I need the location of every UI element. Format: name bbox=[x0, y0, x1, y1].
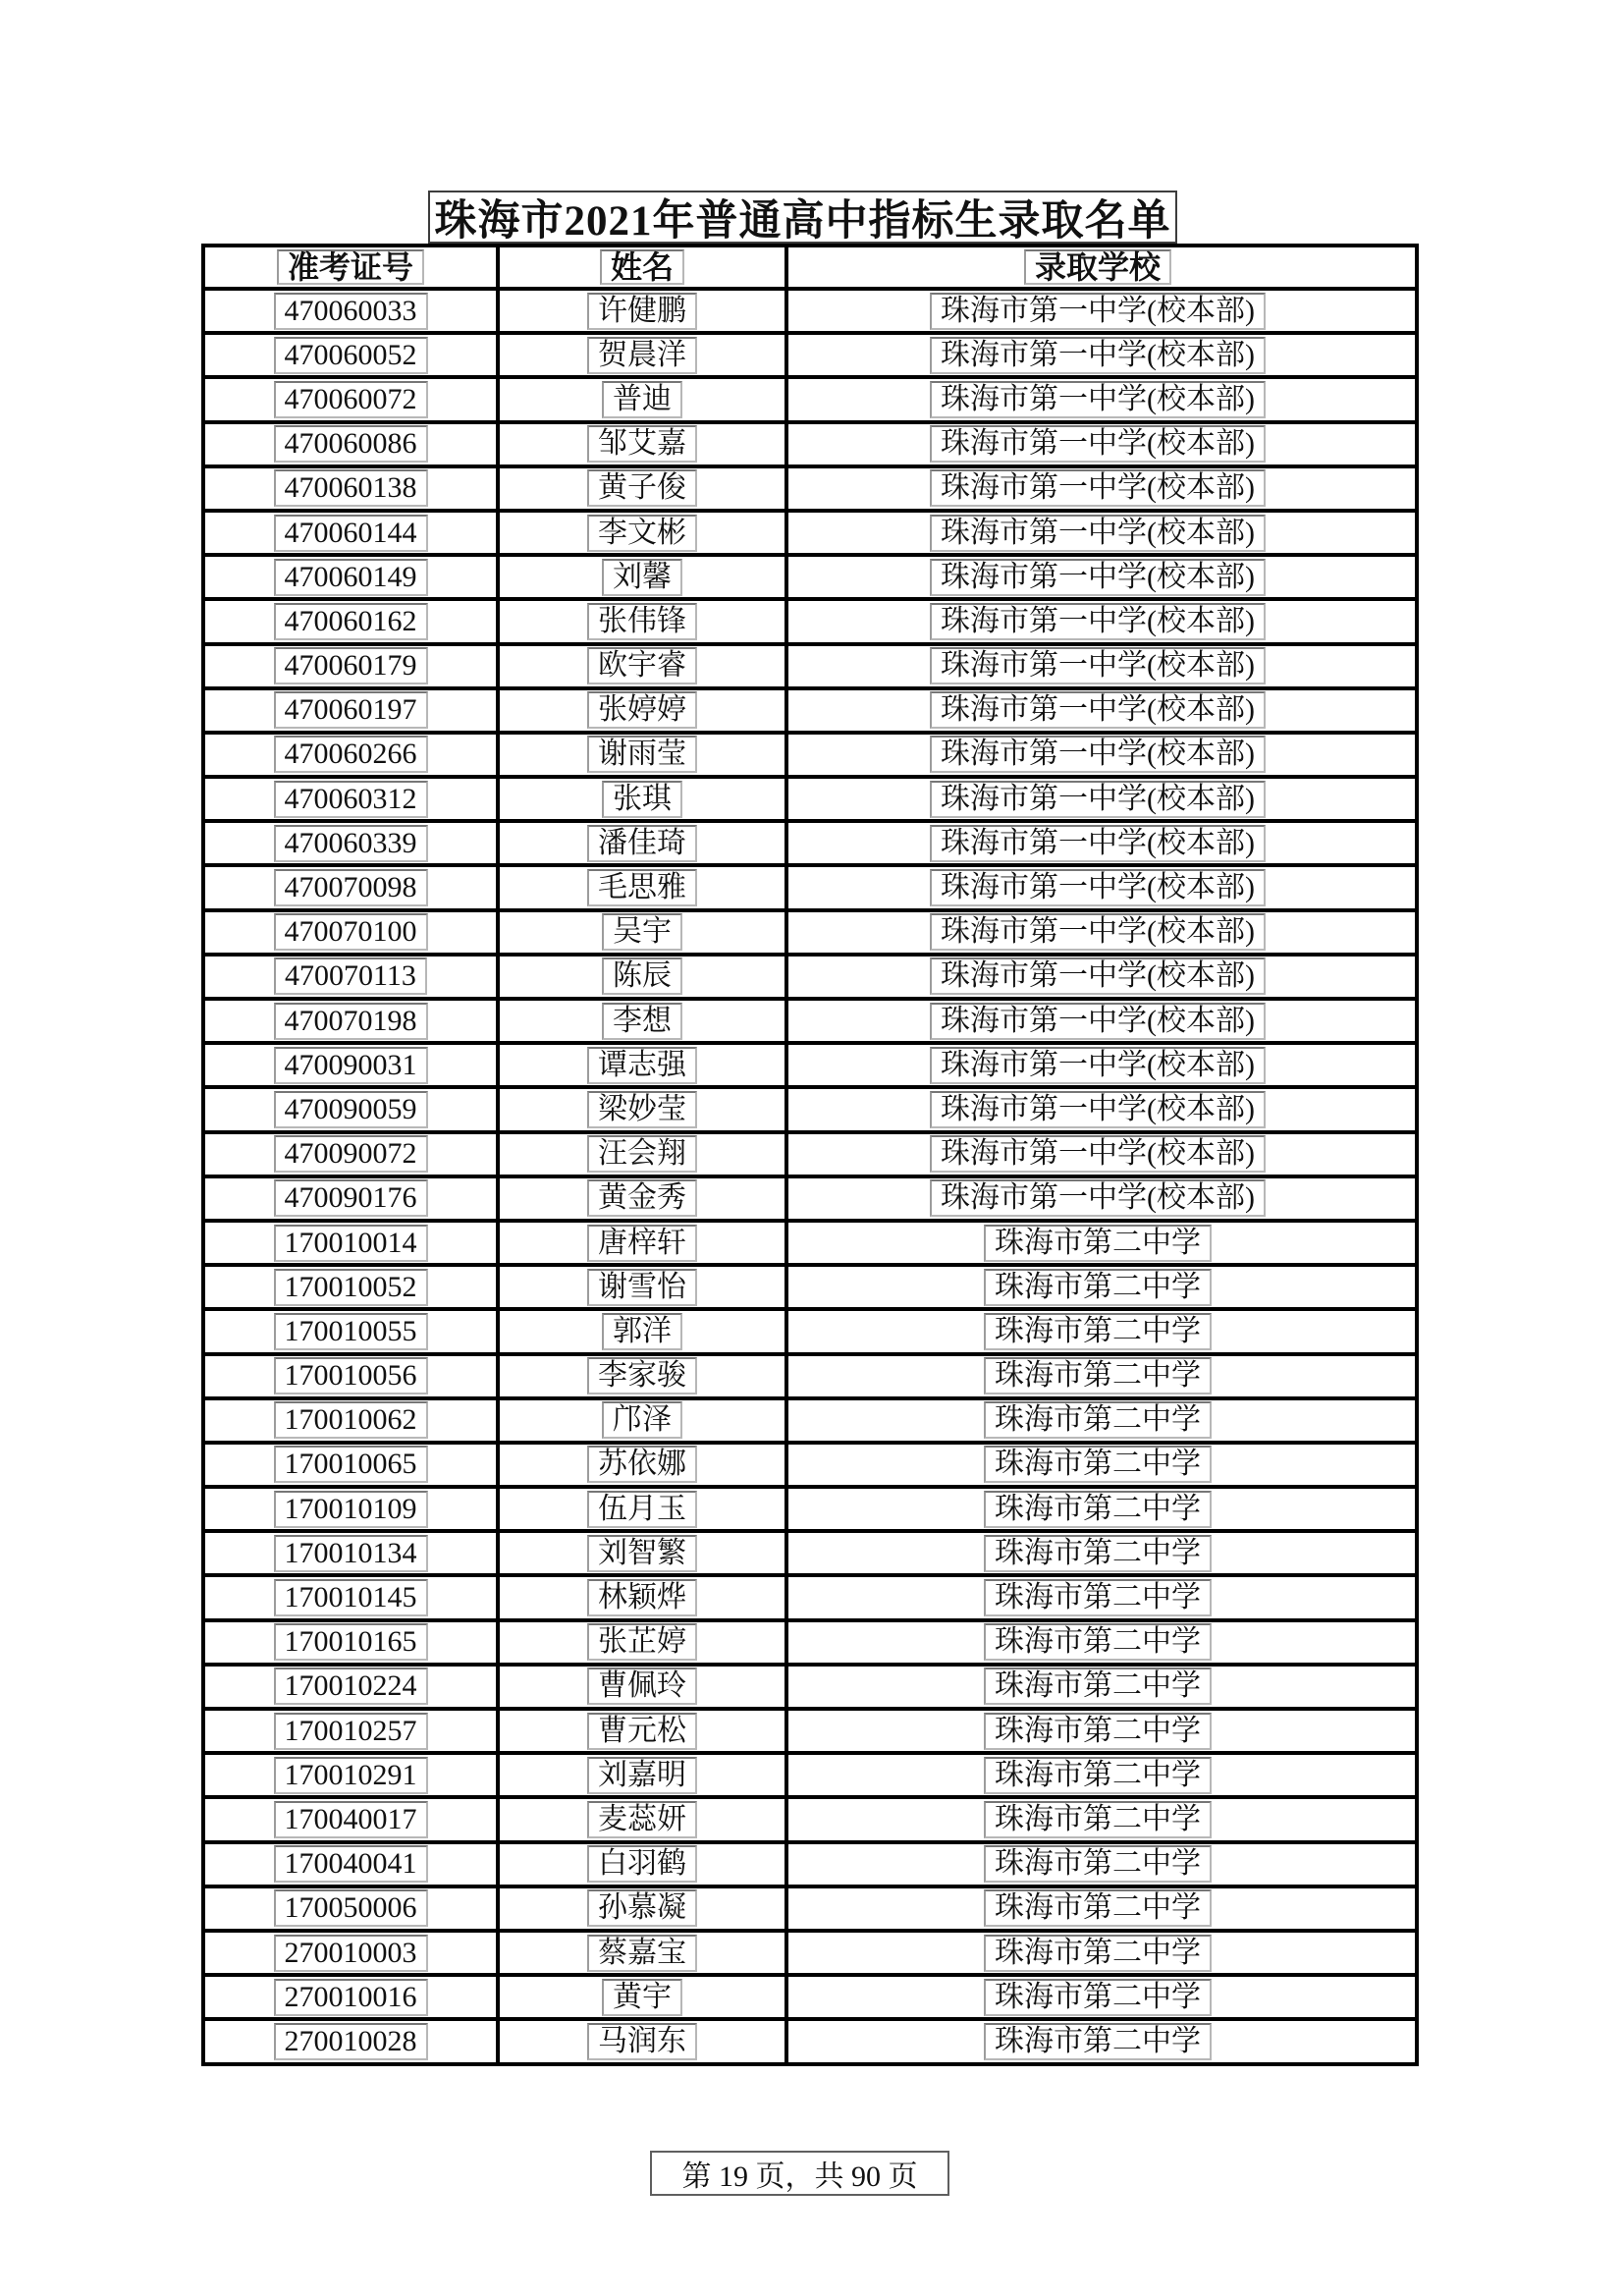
cell-school bbox=[788, 1400, 1407, 1441]
cell-school bbox=[788, 735, 1407, 775]
cell-name bbox=[500, 1888, 788, 1929]
cell-exam-id bbox=[205, 1311, 500, 1351]
school-field[interactable]: 珠海市第一中学(校本部) bbox=[930, 736, 1266, 773]
table-row bbox=[205, 601, 1415, 645]
cell-name bbox=[500, 291, 788, 331]
school-field[interactable]: 珠海市第二中学 bbox=[984, 1801, 1212, 1838]
cell-name bbox=[500, 1223, 788, 1263]
cell-name bbox=[500, 1178, 788, 1219]
cell-exam-id bbox=[205, 601, 500, 641]
cell-exam-id bbox=[205, 468, 500, 509]
name-field[interactable]: 张婷婷 bbox=[587, 691, 697, 729]
cell-school bbox=[788, 1356, 1407, 1396]
table-row bbox=[205, 1799, 1415, 1843]
name-field[interactable]: 林颖烨 bbox=[587, 1579, 697, 1616]
table-row bbox=[205, 735, 1415, 779]
cell-exam-id bbox=[205, 335, 500, 375]
cell-exam-id bbox=[205, 1755, 500, 1795]
exam-id-field[interactable]: 170010165 bbox=[274, 1623, 428, 1661]
cell-exam-id bbox=[205, 513, 500, 553]
cell-exam-id bbox=[205, 1001, 500, 1041]
exam-id-field[interactable]: 470070113 bbox=[274, 957, 427, 995]
name-field[interactable]: 毛思雅 bbox=[587, 869, 697, 906]
name-field[interactable]: 吴宇 bbox=[602, 913, 682, 951]
name-field[interactable]: 谭志强 bbox=[587, 1047, 697, 1084]
cell-school bbox=[788, 557, 1407, 597]
table-row bbox=[205, 291, 1415, 335]
cell-name bbox=[500, 468, 788, 509]
name-field[interactable]: 黄宇 bbox=[602, 1979, 682, 2016]
table-row bbox=[205, 1888, 1415, 1933]
cell-school bbox=[788, 513, 1407, 553]
exam-id-field[interactable]: 470060072 bbox=[274, 381, 428, 418]
school-field[interactable]: 珠海市第二中学 bbox=[984, 1979, 1212, 2016]
table-row bbox=[205, 1667, 1415, 1711]
exam-id-field[interactable]: 470060179 bbox=[274, 647, 428, 684]
school-field[interactable]: 珠海市第二中学 bbox=[984, 1623, 1212, 1661]
cell-school bbox=[788, 1799, 1407, 1839]
cell-exam-id bbox=[205, 1356, 500, 1396]
table-row bbox=[205, 823, 1415, 867]
name-field[interactable]: 欧宇睿 bbox=[587, 647, 697, 684]
cell-name bbox=[500, 646, 788, 686]
school-field[interactable]: 珠海市第二中学 bbox=[984, 1491, 1212, 1528]
cell-school bbox=[788, 1755, 1407, 1795]
cell-exam-id bbox=[205, 1045, 500, 1085]
table-header-row bbox=[205, 247, 1415, 291]
exam-id-field[interactable]: 170010055 bbox=[274, 1313, 428, 1350]
cell-school bbox=[788, 291, 1407, 331]
cell-name bbox=[500, 1799, 788, 1839]
exam-id-field[interactable]: 470070100 bbox=[274, 913, 428, 951]
cell-name bbox=[500, 1977, 788, 2017]
name-field[interactable]: 谢雪怡 bbox=[587, 1269, 697, 1306]
column-header-name-cell bbox=[500, 247, 788, 287]
column-header-name: 姓名 bbox=[600, 249, 684, 285]
cell-exam-id bbox=[205, 1134, 500, 1175]
name-field[interactable]: 麦蕊妍 bbox=[587, 1801, 697, 1838]
cell-exam-id bbox=[205, 1577, 500, 1617]
table-row bbox=[205, 1711, 1415, 1755]
table-row bbox=[205, 1178, 1415, 1223]
cell-exam-id bbox=[205, 1178, 500, 1219]
name-field[interactable]: 蔡嘉宝 bbox=[587, 1935, 697, 1972]
cell-school bbox=[788, 1711, 1407, 1751]
cell-name bbox=[500, 779, 788, 819]
table-row bbox=[205, 513, 1415, 557]
school-field[interactable]: 珠海市第一中学(校本部) bbox=[930, 825, 1266, 862]
name-field[interactable]: 李家骏 bbox=[587, 1357, 697, 1394]
school-field[interactable]: 珠海市第二中学 bbox=[984, 1667, 1212, 1705]
exam-id-field[interactable]: 270010028 bbox=[274, 2023, 428, 2060]
school-field[interactable]: 珠海市第二中学 bbox=[984, 1401, 1212, 1439]
exam-id-field[interactable]: 470090059 bbox=[274, 1091, 428, 1128]
cell-exam-id bbox=[205, 690, 500, 731]
cell-school bbox=[788, 1089, 1407, 1129]
exam-id-field[interactable]: 470090176 bbox=[274, 1179, 428, 1217]
cell-name bbox=[500, 1489, 788, 1529]
exam-id-field[interactable]: 170010224 bbox=[274, 1667, 428, 1705]
table-row bbox=[205, 1755, 1415, 1799]
school-field[interactable]: 珠海市第二中学 bbox=[984, 1357, 1212, 1394]
table-row bbox=[205, 1933, 1415, 1977]
cell-name bbox=[500, 379, 788, 419]
cell-name bbox=[500, 335, 788, 375]
cell-name bbox=[500, 557, 788, 597]
cell-name bbox=[500, 1844, 788, 1885]
cell-school bbox=[788, 1001, 1407, 1041]
cell-school bbox=[788, 468, 1407, 509]
school-field[interactable]: 珠海市第二中学 bbox=[984, 1225, 1212, 1262]
name-field[interactable]: 刘智繁 bbox=[587, 1535, 697, 1572]
exam-id-field[interactable]: 170010109 bbox=[274, 1491, 428, 1528]
cell-name bbox=[500, 1755, 788, 1795]
name-field[interactable]: 郭洋 bbox=[602, 1313, 682, 1350]
cell-name bbox=[500, 1622, 788, 1663]
cell-exam-id bbox=[205, 2021, 500, 2061]
table-row bbox=[205, 468, 1415, 513]
school-field[interactable]: 珠海市第一中学(校本部) bbox=[930, 1135, 1266, 1173]
exam-id-field[interactable]: 170040017 bbox=[274, 1801, 428, 1838]
cell-school bbox=[788, 1045, 1407, 1085]
cell-school bbox=[788, 646, 1407, 686]
cell-name bbox=[500, 690, 788, 731]
exam-id-field[interactable]: 470060312 bbox=[274, 781, 428, 818]
school-field[interactable]: 珠海市第二中学 bbox=[984, 1845, 1212, 1883]
table-row bbox=[205, 379, 1415, 423]
exam-id-field[interactable]: 170050006 bbox=[274, 1889, 428, 1927]
cell-name bbox=[500, 1711, 788, 1751]
cell-exam-id bbox=[205, 1533, 500, 1573]
exam-id-field[interactable]: 470090031 bbox=[274, 1047, 428, 1084]
school-field[interactable]: 珠海市第二中学 bbox=[984, 1446, 1212, 1483]
cell-name bbox=[500, 1933, 788, 1973]
exam-id-field[interactable]: 170010291 bbox=[274, 1757, 428, 1794]
exam-id-field[interactable]: 270010016 bbox=[274, 1979, 428, 2016]
table-body bbox=[205, 291, 1415, 2066]
name-field[interactable]: 潘佳琦 bbox=[587, 825, 697, 862]
name-field[interactable]: 刘馨 bbox=[602, 559, 682, 596]
cell-exam-id bbox=[205, 557, 500, 597]
admission-table bbox=[201, 244, 1419, 2066]
table-row bbox=[205, 1844, 1415, 1888]
cell-school bbox=[788, 1489, 1407, 1529]
cell-name bbox=[500, 1400, 788, 1441]
exam-id-field[interactable]: 470060144 bbox=[274, 515, 428, 552]
cell-name bbox=[500, 1134, 788, 1175]
cell-name bbox=[500, 1577, 788, 1617]
school-field[interactable]: 珠海市第二中学 bbox=[984, 1889, 1212, 1927]
cell-school bbox=[788, 1977, 1407, 2017]
table-row bbox=[205, 690, 1415, 735]
cell-school bbox=[788, 1311, 1407, 1351]
school-field[interactable]: 珠海市第一中学(校本部) bbox=[930, 781, 1266, 818]
cell-school bbox=[788, 1888, 1407, 1929]
name-field[interactable]: 邹艾嘉 bbox=[587, 425, 697, 463]
cell-school bbox=[788, 335, 1407, 375]
name-field[interactable]: 曹佩玲 bbox=[587, 1667, 697, 1705]
school-field[interactable]: 珠海市第二中学 bbox=[984, 1579, 1212, 1616]
cell-name bbox=[500, 513, 788, 553]
table-row bbox=[205, 1045, 1415, 1089]
cell-name bbox=[500, 957, 788, 997]
table-row bbox=[205, 1489, 1415, 1533]
cell-name bbox=[500, 424, 788, 465]
cell-exam-id bbox=[205, 1711, 500, 1751]
school-field[interactable]: 珠海市第二中学 bbox=[984, 1535, 1212, 1572]
table-row bbox=[205, 1577, 1415, 1621]
column-header-exam-id: 准考证号 bbox=[277, 249, 424, 285]
table-row bbox=[205, 2021, 1415, 2065]
exam-id-field[interactable]: 170010065 bbox=[274, 1446, 428, 1483]
table-row bbox=[205, 557, 1415, 601]
exam-id-field[interactable]: 470070098 bbox=[274, 869, 428, 906]
table-row bbox=[205, 1223, 1415, 1267]
cell-name bbox=[500, 1356, 788, 1396]
table-row bbox=[205, 1622, 1415, 1667]
name-field[interactable]: 汪会翔 bbox=[587, 1135, 697, 1173]
cell-school bbox=[788, 690, 1407, 731]
cell-school bbox=[788, 379, 1407, 419]
cell-name bbox=[500, 1445, 788, 1485]
table-row bbox=[205, 779, 1415, 823]
school-field[interactable]: 珠海市第一中学(校本部) bbox=[930, 913, 1266, 951]
cell-school bbox=[788, 779, 1407, 819]
name-field[interactable]: 黄子俊 bbox=[587, 469, 697, 507]
name-field[interactable]: 张琪 bbox=[602, 781, 682, 818]
name-field[interactable]: 刘嘉明 bbox=[587, 1757, 697, 1794]
cell-school bbox=[788, 1178, 1407, 1219]
cell-name bbox=[500, 1089, 788, 1129]
cell-name bbox=[500, 2021, 788, 2061]
table-row bbox=[205, 1445, 1415, 1489]
cell-exam-id bbox=[205, 1223, 500, 1263]
name-field[interactable]: 许健鹏 bbox=[587, 293, 697, 330]
cell-exam-id bbox=[205, 823, 500, 863]
name-field[interactable]: 唐梓轩 bbox=[587, 1225, 697, 1262]
exam-id-field[interactable]: 470060266 bbox=[274, 736, 428, 773]
exam-id-field[interactable]: 470060162 bbox=[274, 603, 428, 640]
table-row bbox=[205, 1001, 1415, 1045]
name-field[interactable]: 黄金秀 bbox=[587, 1179, 697, 1217]
name-field[interactable]: 李想 bbox=[602, 1003, 682, 1040]
name-field[interactable]: 苏依娜 bbox=[587, 1446, 697, 1483]
school-field[interactable]: 珠海市第一中学(校本部) bbox=[930, 1091, 1266, 1128]
exam-id-field[interactable]: 470060197 bbox=[274, 691, 428, 729]
name-field[interactable]: 伍月玉 bbox=[587, 1491, 697, 1528]
school-field[interactable]: 珠海市第一中学(校本部) bbox=[930, 957, 1266, 995]
page-title: 珠海市2021年普通高中指标生录取名单 bbox=[428, 191, 1177, 244]
cell-school bbox=[788, 1577, 1407, 1617]
exam-id-field[interactable]: 170010134 bbox=[274, 1535, 428, 1572]
table-row bbox=[205, 1400, 1415, 1445]
cell-exam-id bbox=[205, 1933, 500, 1973]
cell-name bbox=[500, 823, 788, 863]
exam-id-field[interactable]: 170010014 bbox=[274, 1225, 428, 1262]
school-field[interactable]: 珠海市第一中学(校本部) bbox=[930, 1047, 1266, 1084]
table-row bbox=[205, 912, 1415, 957]
name-field[interactable]: 陈辰 bbox=[602, 957, 682, 995]
cell-exam-id bbox=[205, 957, 500, 997]
name-field[interactable]: 张芷婷 bbox=[587, 1623, 697, 1661]
school-field[interactable]: 珠海市第一中学(校本部) bbox=[930, 515, 1266, 552]
cell-name bbox=[500, 1667, 788, 1707]
exam-id-field[interactable]: 170010056 bbox=[274, 1357, 428, 1394]
exam-id-field[interactable]: 170010257 bbox=[274, 1713, 428, 1750]
cell-exam-id bbox=[205, 735, 500, 775]
exam-id-field[interactable]: 470060138 bbox=[274, 469, 428, 507]
cell-exam-id bbox=[205, 1400, 500, 1441]
name-field[interactable]: 梁妙莹 bbox=[587, 1091, 697, 1128]
cell-school bbox=[788, 1267, 1407, 1307]
school-field[interactable]: 珠海市第二中学 bbox=[984, 1757, 1212, 1794]
cell-school bbox=[788, 1445, 1407, 1485]
table-row bbox=[205, 867, 1415, 911]
school-field[interactable]: 珠海市第二中学 bbox=[984, 1269, 1212, 1306]
cell-school bbox=[788, 1622, 1407, 1663]
table-row bbox=[205, 335, 1415, 379]
cell-exam-id bbox=[205, 867, 500, 907]
table-row bbox=[205, 646, 1415, 690]
school-field[interactable]: 珠海市第一中学(校本部) bbox=[930, 559, 1266, 596]
cell-exam-id bbox=[205, 291, 500, 331]
cell-exam-id bbox=[205, 379, 500, 419]
exam-id-field[interactable]: 470060086 bbox=[274, 425, 428, 463]
cell-exam-id bbox=[205, 779, 500, 819]
exam-id-field[interactable]: 470060339 bbox=[274, 825, 428, 862]
column-header-school: 录取学校 bbox=[1024, 249, 1171, 285]
cell-exam-id bbox=[205, 1799, 500, 1839]
school-field[interactable]: 珠海市第一中学(校本部) bbox=[930, 381, 1266, 418]
school-field[interactable]: 珠海市第一中学(校本部) bbox=[930, 425, 1266, 463]
school-field[interactable]: 珠海市第一中学(校本部) bbox=[930, 469, 1266, 507]
table-row bbox=[205, 1311, 1415, 1355]
exam-id-field[interactable]: 470060149 bbox=[274, 559, 428, 596]
cell-school bbox=[788, 1667, 1407, 1707]
cell-school bbox=[788, 1533, 1407, 1573]
cell-exam-id bbox=[205, 1844, 500, 1885]
cell-exam-id bbox=[205, 1888, 500, 1929]
cell-exam-id bbox=[205, 1622, 500, 1663]
name-field[interactable]: 谢雨莹 bbox=[587, 736, 697, 773]
cell-school bbox=[788, 867, 1407, 907]
cell-name bbox=[500, 1267, 788, 1307]
cell-school bbox=[788, 601, 1407, 641]
school-field[interactable]: 珠海市第二中学 bbox=[984, 2023, 1212, 2060]
cell-exam-id bbox=[205, 1267, 500, 1307]
cell-name bbox=[500, 1311, 788, 1351]
name-field[interactable]: 贺晨洋 bbox=[587, 337, 697, 374]
name-field[interactable]: 马润东 bbox=[587, 2023, 697, 2060]
page-number: 第 19 页，共 90 页 bbox=[650, 2151, 949, 2196]
school-field[interactable]: 珠海市第一中学(校本部) bbox=[930, 647, 1266, 684]
table-row bbox=[205, 1267, 1415, 1311]
cell-name bbox=[500, 735, 788, 775]
exam-id-field[interactable]: 470090072 bbox=[274, 1135, 428, 1173]
school-field[interactable]: 珠海市第二中学 bbox=[984, 1713, 1212, 1750]
cell-exam-id bbox=[205, 1089, 500, 1129]
school-field[interactable]: 珠海市第二中学 bbox=[984, 1935, 1212, 1972]
cell-school bbox=[788, 823, 1407, 863]
name-field[interactable]: 李文彬 bbox=[587, 515, 697, 552]
cell-exam-id bbox=[205, 1445, 500, 1485]
column-header-school-cell bbox=[788, 247, 1407, 287]
exam-id-field[interactable]: 470060052 bbox=[274, 337, 428, 374]
name-field[interactable]: 普迪 bbox=[602, 381, 682, 418]
cell-school bbox=[788, 424, 1407, 465]
cell-school bbox=[788, 1844, 1407, 1885]
cell-name bbox=[500, 601, 788, 641]
cell-name bbox=[500, 867, 788, 907]
school-field[interactable]: 珠海市第一中学(校本部) bbox=[930, 293, 1266, 330]
cell-exam-id bbox=[205, 1977, 500, 2017]
exam-id-field[interactable]: 470060033 bbox=[274, 293, 428, 330]
cell-name bbox=[500, 1001, 788, 1041]
school-field[interactable]: 珠海市第二中学 bbox=[984, 1313, 1212, 1350]
cell-name bbox=[500, 1045, 788, 1085]
exam-id-field[interactable]: 170010052 bbox=[274, 1269, 428, 1306]
cell-name bbox=[500, 1533, 788, 1573]
name-field[interactable]: 邝泽 bbox=[602, 1401, 682, 1439]
school-field[interactable]: 珠海市第一中学(校本部) bbox=[930, 691, 1266, 729]
table-row bbox=[205, 1533, 1415, 1577]
table-row bbox=[205, 957, 1415, 1001]
cell-exam-id bbox=[205, 1489, 500, 1529]
cell-name bbox=[500, 912, 788, 953]
name-field[interactable]: 白羽鹤 bbox=[587, 1845, 697, 1883]
cell-school bbox=[788, 957, 1407, 997]
school-field[interactable]: 珠海市第一中学(校本部) bbox=[930, 603, 1266, 640]
exam-id-field[interactable]: 170010062 bbox=[274, 1401, 428, 1439]
table-row bbox=[205, 1134, 1415, 1178]
table-row bbox=[205, 1356, 1415, 1400]
school-field[interactable]: 珠海市第一中学(校本部) bbox=[930, 337, 1266, 374]
table-row bbox=[205, 1089, 1415, 1133]
cell-exam-id bbox=[205, 912, 500, 953]
cell-school bbox=[788, 1223, 1407, 1263]
cell-school bbox=[788, 912, 1407, 953]
exam-id-field[interactable]: 470070198 bbox=[274, 1003, 428, 1040]
cell-school bbox=[788, 1933, 1407, 1973]
exam-id-field[interactable]: 170040041 bbox=[274, 1845, 428, 1883]
school-field[interactable]: 珠海市第一中学(校本部) bbox=[930, 869, 1266, 906]
cell-exam-id bbox=[205, 1667, 500, 1707]
name-field[interactable]: 孙慕凝 bbox=[587, 1889, 697, 1927]
cell-exam-id bbox=[205, 646, 500, 686]
cell-exam-id bbox=[205, 424, 500, 465]
school-field[interactable]: 珠海市第一中学(校本部) bbox=[930, 1003, 1266, 1040]
exam-id-field[interactable]: 270010003 bbox=[274, 1935, 428, 1972]
column-header-exam-id-cell bbox=[205, 247, 500, 287]
name-field[interactable]: 曹元松 bbox=[587, 1713, 697, 1750]
school-field[interactable]: 珠海市第一中学(校本部) bbox=[930, 1179, 1266, 1217]
name-field[interactable]: 张伟锋 bbox=[587, 603, 697, 640]
table-row bbox=[205, 1977, 1415, 2021]
table-row bbox=[205, 424, 1415, 468]
cell-school bbox=[788, 2021, 1407, 2061]
cell-school bbox=[788, 1134, 1407, 1175]
exam-id-field[interactable]: 170010145 bbox=[274, 1579, 428, 1616]
